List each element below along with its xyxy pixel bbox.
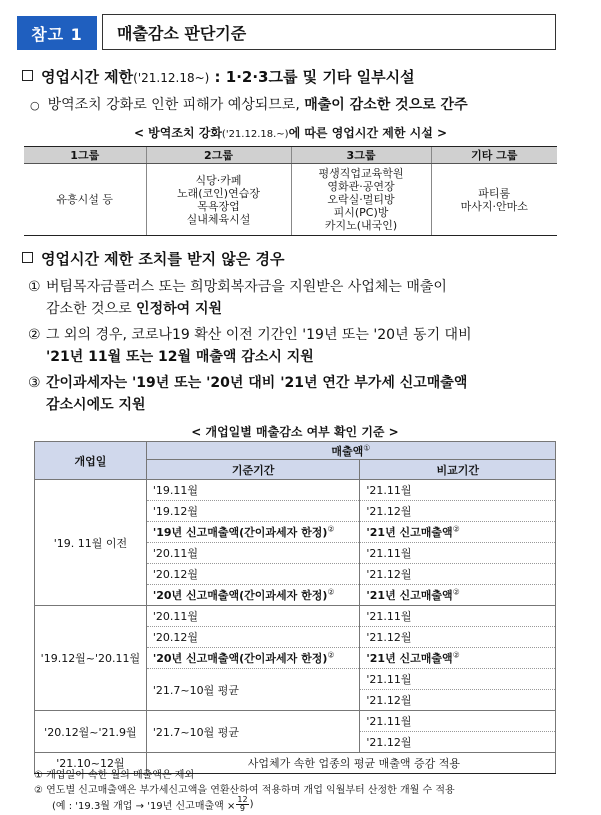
base-cell: '20년 신고매출액(간이과세자 한정)② xyxy=(146,648,360,669)
sales-header: 매출액① xyxy=(146,442,555,460)
open-date-header: 개업일 xyxy=(35,442,147,480)
section2-item-2: ② 그 외의 경우, 코로나19 확산 이전 기간인 '19년 또는 '20년 동기 대비 '21년 11월 또는 12월 매출액 감소시 지원 xyxy=(28,327,472,365)
base-cell: '19.12월 xyxy=(146,501,360,522)
restricted-facilities-table xyxy=(24,146,557,236)
section2-heading: 영업시간 제한 조치를 받지 않은 경우 xyxy=(22,248,284,269)
industry-average-note: 사업체가 속한 업종의 평균 매출액 증감 적용 xyxy=(146,753,555,774)
group2-cell: 식당·카페 노래(코인)연습장 목욕장업 실내체육시설 xyxy=(146,164,291,236)
table1-header: 3그룹 xyxy=(291,147,431,164)
compare-cell: '21.12월 xyxy=(360,690,556,711)
base-cell: '20년 신고매출액(간이과세자 한정)② xyxy=(146,585,360,606)
circle-bullet-icon: ○ xyxy=(30,99,40,112)
table2-caption: < 개업일별 매출감소 여부 확인 기준 > xyxy=(191,425,399,439)
group1-cell: 유흥시설 등 xyxy=(24,164,146,236)
footnote-2: ② 연도별 신고매출액은 부가세신고액을 연환산하여 적용하며 개업 익월부터 산정한 개월 수 적용 xyxy=(34,785,455,796)
table1-header: 1그룹 xyxy=(24,147,146,164)
compare-cell: '21.11월 xyxy=(360,480,556,501)
open-date-cell: '19. 11월 이전 xyxy=(35,480,147,606)
compare-cell: '21년 신고매출액② xyxy=(360,585,556,606)
table1-header: 기타 그룹 xyxy=(431,147,557,164)
group3-cell: 평생직업교육학원 영화관·공연장 오락실·멀티방 피시(PC)방 카지노(내국인) xyxy=(291,164,431,236)
compare-period-header: 비교기간 xyxy=(360,460,556,480)
compare-cell: '21년 신고매출액② xyxy=(360,648,556,669)
compare-cell: '21.12월 xyxy=(360,627,556,648)
compare-cell: '21.11월 xyxy=(360,711,556,732)
table1-caption: < 방역조치 강화('21.12.18.~)에 따른 영업시간 제한 시설 > xyxy=(133,126,448,140)
fraction: $\frac{12}{9}$ xyxy=(237,795,248,813)
compare-cell: '21년 신고매출액② xyxy=(360,522,556,543)
section2-item-1: ① 버팀목자금플러스 또는 희망회복자금을 지원받은 사업체는 매출이 감소한 것으로 인정하여 지원 xyxy=(28,279,447,317)
reference-tag: 참고 1 xyxy=(17,16,97,50)
section1-bullet: ○ 방역조치 강화로 인한 피해가 예상되므로, 매출이 감소한 것으로 간주 xyxy=(30,97,468,113)
compare-cell: '21.11월 xyxy=(360,669,556,690)
page-title: 매출감소 판단기준 xyxy=(102,14,556,50)
table1-header: 2그룹 xyxy=(146,147,291,164)
base-period-header: 기준기간 xyxy=(146,460,360,480)
base-cell: '20.11월 xyxy=(146,606,360,627)
footnote-1: ① 개업일이 속한 월의 매출액은 제외 xyxy=(34,770,195,781)
compare-cell: '21.11월 xyxy=(360,543,556,564)
base-cell: '19.11월 xyxy=(146,480,360,501)
open-date-cell: '21.10~12월 xyxy=(35,753,147,774)
section1-heading: 영업시간 제한('21.12.18~) : 1·2·3그룹 및 기타 일부시설 xyxy=(22,66,415,87)
compare-cell: '21.12월 xyxy=(360,732,556,753)
compare-cell: '21.11월 xyxy=(360,606,556,627)
base-cell: '21.7~10월 평균 xyxy=(146,669,360,711)
compare-cell: '21.12월 xyxy=(360,501,556,522)
footnote-example: (예 : '19.3월 개업 → '19년 신고매출액 × $\frac{12}{9}$ ) xyxy=(52,795,254,813)
base-cell: '20.12월 xyxy=(146,564,360,585)
other-group-cell: 파티룸 마사지·안마소 xyxy=(431,164,557,236)
compare-cell: '21.12월 xyxy=(360,564,556,585)
base-cell: '19년 신고매출액(간이과세자 한정)② xyxy=(146,522,360,543)
base-cell: '20.11월 xyxy=(146,543,360,564)
section2-item-3: ③ 간이과세자는 '19년 또는 '20년 대비 '21년 연간 부가세 신고매출액 감소시에도 지원 xyxy=(28,375,468,413)
open-date-cell: '20.12월~'21.9월 xyxy=(35,711,147,753)
base-cell: '21.7~10월 평균 xyxy=(146,711,360,753)
base-cell: '20.12월 xyxy=(146,627,360,648)
checkbox-square-icon xyxy=(22,70,33,81)
checkbox-square-icon xyxy=(22,252,33,263)
sales-decrease-table xyxy=(34,441,556,774)
open-date-cell: '19.12월~'20.11월 xyxy=(35,606,147,711)
